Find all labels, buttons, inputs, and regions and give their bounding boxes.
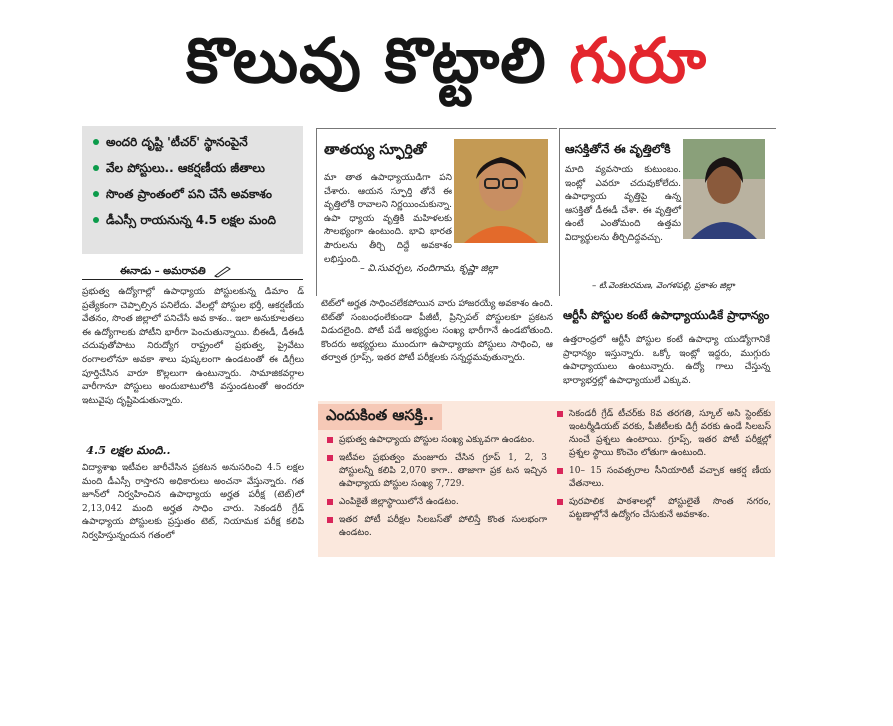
quote-title-right: ఆసక్తితోనే ఈ వృత్తిలోకి [565,142,671,156]
quote-title-left: తాతయ్య స్ఫూర్తితో [324,142,427,158]
right-subhead-text: ఉత్తరాంధ్రలో ఆర్టీసీ పోస్టుల కంటే ఉపాధ్యా యుడ్యోగానికే ప్రాధాన్యం ఇస్తున్నారు. ఒక్కో ఇంట్లో ఇద్దరు, ముగ్గురు ఉపాధ్యాయులు ఉంటున్నారు. ఉద్యో గాలు చేస్తున్న భార్యాభర్తల్లో ఉపాధ్యాయులే ఎక్కువ. [563,335,770,386]
info-item: సెకండరీ గ్రేడ్ టీచర్‌కు 8వ తరగతి, స్కూల్ అసి స్టెంట్‌కు ఇంటర్మీడియట్ వరకు, పీజీటీలకు డిగ్రీ వరకు ఉండే సిలబస్ నుంచే ప్రశ్నలు ఉంటాయి. గ్రూప్స్, ఇతర పోటీ పరీక్షల్లో ప్రశ్నల స్థాయి కొంచెం లోతుగా ఉంటుంది. [557,408,771,460]
portrait-photo-left [454,139,548,243]
main-article-subhead: 4.5 లక్షల మంది.. [86,443,171,457]
info-list-right [557,408,771,554]
highlight-item: డీఎస్సీ రాయనున్న 4.5 లక్షల మంది [92,212,297,229]
headline-black: కొలువు కొట్టాలి [185,24,547,97]
divider [82,279,303,280]
highlight-item: సొంత ప్రాంతంలో పని చేసే అవకాశం [92,186,297,203]
main-article-para1: ప్రభుత్వ ఉద్యోగాల్లో ఉపాధ్యాయ పోస్టులకున్న డిమాం డ్ ప్రత్యేకంగా చెప్పాల్సిన పనిలేదు. వేలల్లో పోస్టుల భర్తీ, ఆకర్షణీయ వేతనం, సొంత జిల్లాలో పనిచేసే అవ కాశం.. ఇలా అనుకూలతలు ఈ ఉద్యోగాలకు పోటీని భారీగా పెంచుతున్నాయి. బీఈడీ, డీఈడీ చదువుతోపాటు నిరుద్యోగ రాష్ట్రంలో ప్రభుత్వ, ప్రైవేటు రంగాలలోనూ అవకా శాలు పుష్కలంగా ఉండటంతో ఈ డిగ్రీలు పూర్తిచేసిన వారూ కొల్లలుగా ఉంటున్నారు. సామాజికవర్గాల వారీగానూ పోస్టులు అందుబాటులోకి వస్తుండటంతో అందరూ ఇటువైపు దృష్టిపెడుతున్నారు. [82,287,304,406]
info-box-title: ఎందుకింత ఆసక్తి.. [318,404,442,430]
info-item: ఇటీవల ప్రభుత్వం మంజూరు చేసిన గ్రూప్ 1, 2, 3 పోస్టులన్నీ కలిపి 2,070 కాగా.. తాజాగా ప్రక టన ఇచ్చిన ఉపాధ్యాయ పోస్టుల సంఖ్య 7,729. [327,452,547,491]
quote-text-right-cont [565,236,770,264]
quote-text-left: మా తాత ఉపాధ్యాయుడిగా పని చేశారు. ఆయన స్ఫూర్తి తోనే ఈ వృత్తిలోకి రావాలని నిర్ణయించుకున్నా. ఉపా ధ్యాయ వృత్తికి మహిళలకు సౌలభ్యంగా ఉంటుంది. భావి భారత పౌరులను తీర్చి దిద్దే అవకాశం లభిస్తుంది. [324,173,452,265]
highlight-item: వేల పోస్టులు.. ఆకర్షణీయ జీతాలు [92,160,297,177]
quote-text-right: మాది వ్యవసాయ కుటుంబం. ఇంట్లో ఎవరూ చదువుకోలేదు. ఉపాధ్యాయ వృత్తిపై ఉన్న ఆసక్తితో డీఈడీ చేశా. ఈ వృత్తిలో ఉంటే ఎంతోమంది ఉత్తమ విద్యార్థులను తీర్చిదిద్దవచ్చు. [565,165,681,243]
info-item: ఎంపికైతే జిల్లాస్థాయిలోనే ఉండటం. [327,496,547,509]
quote-caption-right: – టి.వెంకటరమణ, వెంగళపల్లి, ప్రకాశం జిల్లా [592,281,735,291]
right-subhead: ఆర్టీసీ పోస్టుల కంటే ఉపాధ్యాయుడికే ప్రాధాన్యం [563,308,770,322]
highlight-item: అందరి దృష్టి 'టీచర్' స్థానంపైనే [92,134,297,151]
headline [0,18,893,104]
headline-red: గురూ [569,24,708,97]
info-list-left [327,434,547,554]
highlights-box [82,126,303,254]
portrait-photo-right [683,139,765,239]
main-article-para2: విద్యాశాఖ ఇటీవల జారీచేసిన ప్రకటన అనుసరించి 4.5 లక్షల మంది డీఎస్సీ రాస్తారని అధికారులు అంచనా వేస్తున్నారు. గత జూన్‌లో నిర్వహించిన ఉపాధ్యాయ అర్హత పరీక్ష (టెట్)లో 2,13,042 మంది అర్హత సాధిం చారు. సెకండరీ గ్రేడ్ ఉపాధ్యాయ పోస్టులకు ప్రస్తుతం టెట్, నియామక పరీక్ష కలిపి నిర్వహిస్తున్నందున గతంలో [82,463,304,541]
quote-caption-left: – వి.సువర్చల, నందిగామ, కృష్ణా జిల్లా [360,263,498,274]
info-item: ఇతర పోటీ పరీక్షల సిలబస్‌తో పోలిస్తే కొంత సులభంగా ఉండటం. [327,514,547,540]
info-item: పురపాలిక పాఠశాలల్లో పోస్టులైతే సొంత నగరం, పట్టణాల్లోనే ఉద్యోగం చేసుకునే అవకాశం. [557,496,771,522]
byline-text: ఈనాడు – అమరావతి [120,265,206,277]
info-item: ప్రభుత్వ ఉపాధ్యాయ పోస్టుల సంఖ్య ఎక్కువగా ఉండటం. [327,434,547,447]
middle-article-text: టెట్‌లో అర్హత సాధించలేకపోయిన వారు హాజరయ్యే అవకాశం ఉంది. టెట్‌తో సంబంధంలేకుండా పీజీటీ, ప్రిన్సిపల్ పోస్టులకూ ప్రకటన విడుదలైంది. పోటీ పడే అభ్యర్థుల సంఖ్య భారీగానే ఉండబోతుంది. కొందరు అభ్యర్థులు ముందుగా ఉపాధ్యాయ పోస్టులు సాధించి, ఆ తర్వాత గ్రూప్స్, ఇతర పోటీ పరీక్షలకు సన్నద్ధమవుతున్నారు. [321,299,553,364]
info-item: 10– 15 సంవత్సరాల సీనియారిటీ వచ్చాక ఆకర్ష ణీయ వేతనాలు. [557,465,771,491]
